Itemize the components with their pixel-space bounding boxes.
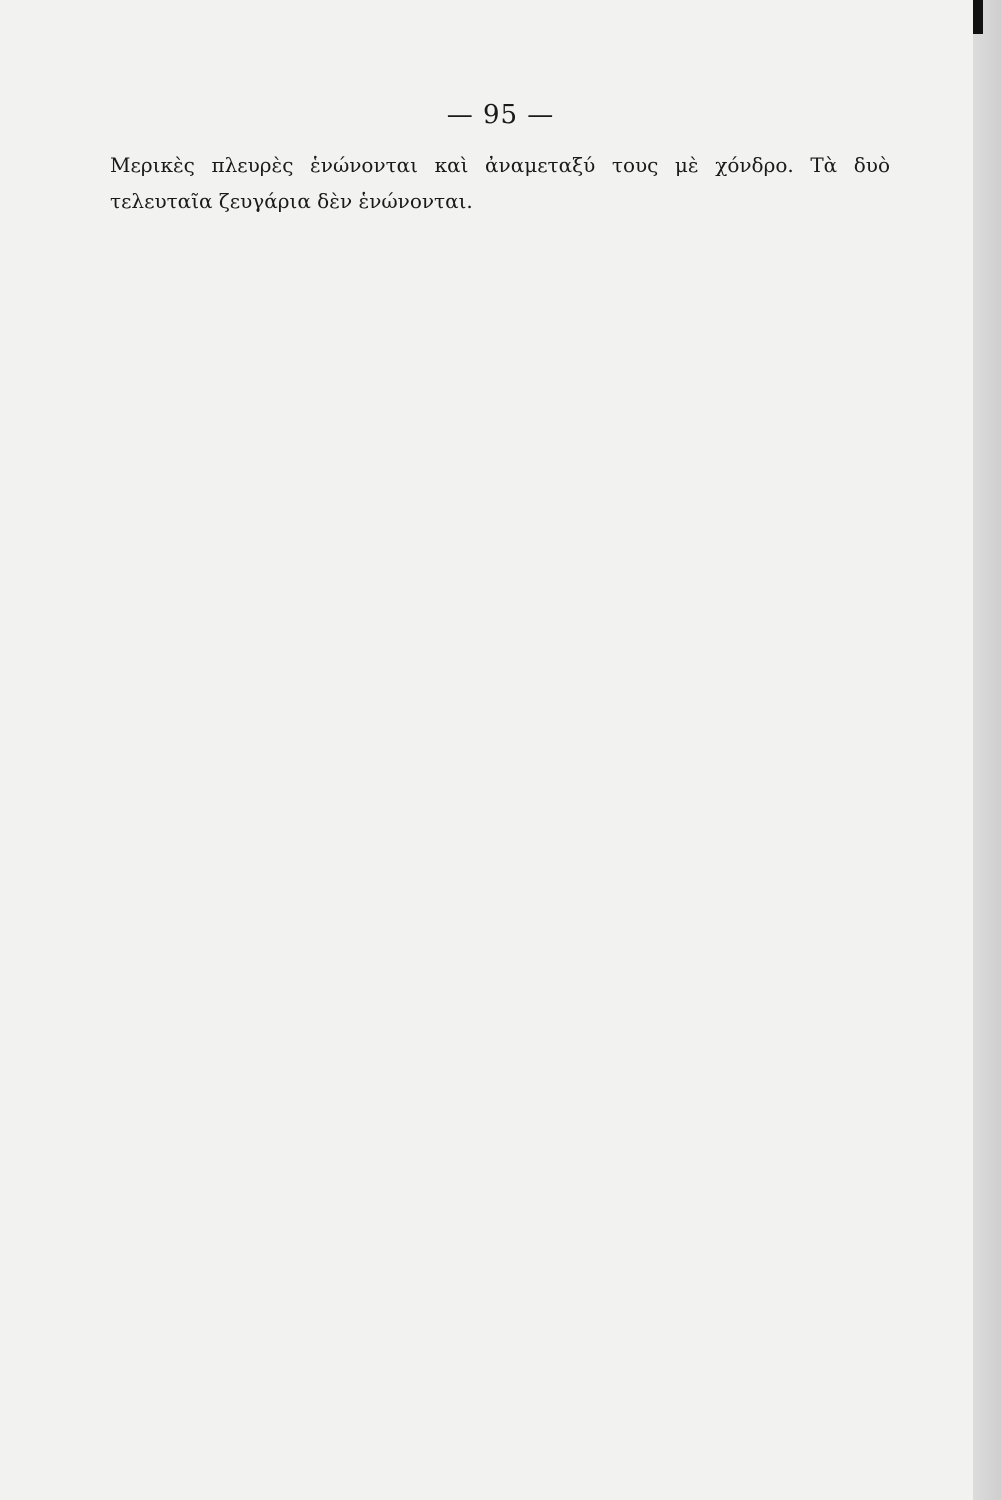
page-number: — 95 — [446,100,555,130]
body-text [110,148,890,219]
page-edge-shadow [973,0,1001,1500]
corner-mark [973,0,983,34]
paragraph: Μερικὲς πλευρὲς ἑνώνονται καὶ ἀναμεταξύ τους μὲ χόνδρο. Τὰ δυὸ τελευταῖα ζευγάρια δὲν ἑνώνονται. [110,153,890,213]
